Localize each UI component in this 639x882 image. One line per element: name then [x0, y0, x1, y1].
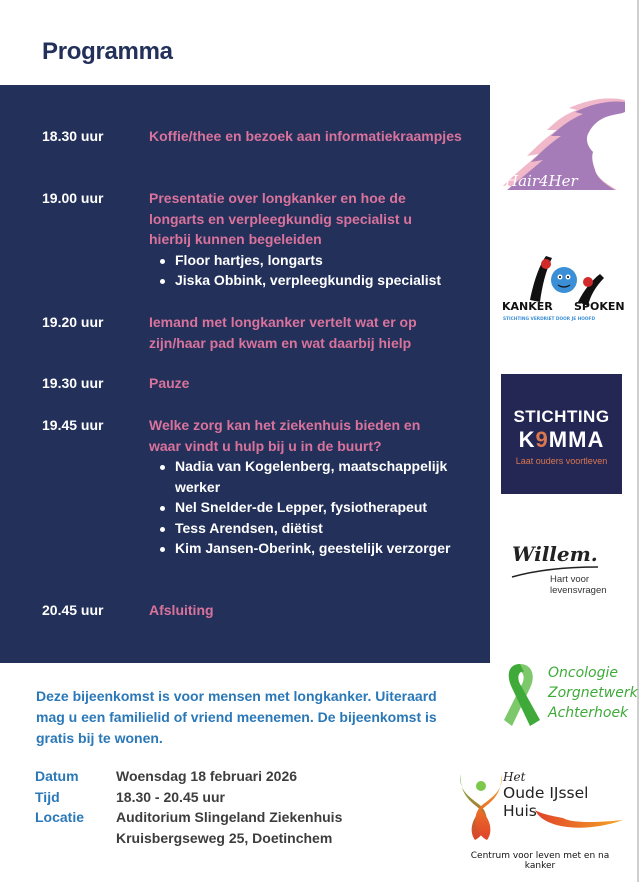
kankerspoken-logo — [500, 250, 624, 326]
detail-label: Locatie — [35, 809, 85, 825]
program-time: 18.30 uur — [42, 128, 104, 144]
program-title: Welke zorg kan het ziekenhuis bieden en waar vindt u hulp bij u in de buurt? — [149, 417, 421, 454]
program-title: Afsluiting — [149, 602, 214, 618]
stichting-komma-logo: STICHTING K9MMA Laat ouders voortleven — [501, 374, 622, 494]
svg-text:SPOKEN: SPOKEN — [574, 300, 624, 313]
hair4her-logo — [497, 94, 626, 192]
detail-row-date — [35, 766, 342, 787]
detail-label: Datum — [35, 768, 79, 784]
program-title: Koffie/thee en bezoek aan informatiekraampjes — [149, 128, 462, 144]
comma-icon: 9 — [535, 427, 549, 452]
bullet-icon — [160, 259, 165, 264]
detail-row-address — [35, 828, 342, 849]
speaker-item: Tess Arendsen, diëtist — [149, 518, 459, 539]
detail-row-location — [35, 807, 342, 828]
bullet-icon — [160, 527, 165, 532]
program-block — [149, 188, 469, 291]
speaker-item: Nadia van Kogelenberg, maatschappelijk werker — [149, 456, 459, 497]
intro-text: Deze bijeenkomst is voor mensen met longkanker. Uiteraard mag u een familielid of vriend meenemen. De bijeenkomst is gratis bij te wonen. — [36, 688, 437, 746]
bullet-icon — [160, 506, 165, 511]
kankerspoken-mascot-icon — [500, 250, 624, 326]
detail-value: Kruisbergseweg 25, Doetinchem — [116, 829, 333, 846]
speaker-item: Jiska Obbink, verpleegkundig specialist — [149, 270, 459, 291]
speaker-item: Floor hartjes, longarts — [149, 250, 459, 271]
detail-label: Tijd — [35, 788, 60, 805]
detail-value: Auditorium Slingeland Ziekenhuis — [116, 809, 343, 825]
speaker-item: Kim Jansen-Oberink, geestelijk verzorger — [149, 538, 459, 559]
detail-value: Woensdag 18 februari 2026 — [116, 768, 298, 784]
svg-text:STICHTING VERDRIET DOOR JE HOO: STICHTING VERDRIET DOOR JE HOOFD — [503, 317, 596, 322]
program-time: 19.20 uur — [42, 314, 104, 330]
program-title: Iemand met longkanker vertelt wat er op zijn/haar pad kwam en wat daarbij hielp — [149, 314, 417, 351]
speaker-list — [149, 456, 469, 559]
program-time: 20.45 uur — [42, 602, 104, 618]
event-details — [35, 766, 342, 848]
figure-icon — [457, 772, 507, 844]
program-title: Pauze — [149, 375, 190, 391]
program-panel — [0, 85, 490, 663]
program-time: 19.00 uur — [42, 190, 104, 206]
speaker-item: Nel Snelder-de Lepper, fysiotherapeut — [149, 497, 459, 518]
page-title: Programma — [42, 38, 173, 65]
willem-logo: Willem. Hart voor levensvragen — [512, 542, 607, 596]
program-time: 19.45 uur — [42, 417, 104, 433]
svg-text:Hair4Her: Hair4Her — [505, 172, 578, 190]
oude-ijssel-huis-logo: Het Oude IJssel Huis Centrum voor leven met en na kanker — [455, 770, 625, 870]
bullet-icon — [160, 465, 165, 470]
hand-icon — [533, 808, 625, 834]
program-block — [149, 415, 469, 559]
detail-label — [35, 828, 116, 849]
hair4her-face-icon — [497, 94, 626, 192]
oncologie-zorgnetwerk-logo: Oncologie Zorgnetwerk Achterhoek — [500, 660, 630, 730]
ribbon-icon — [500, 662, 546, 730]
program-time: 19.30 uur — [42, 375, 104, 391]
svg-text:KANKER: KANKER — [502, 300, 553, 313]
bullet-icon — [160, 279, 165, 284]
speaker-list — [149, 250, 469, 291]
bullet-icon — [160, 547, 165, 552]
detail-row-time — [35, 787, 342, 808]
detail-value: 18.30 - 20.45 uur — [116, 788, 225, 805]
program-title: Presentatie over longkanker en hoe de longarts en verpleegkundig specialist u hierbij kunnen begeleiden — [149, 190, 412, 247]
